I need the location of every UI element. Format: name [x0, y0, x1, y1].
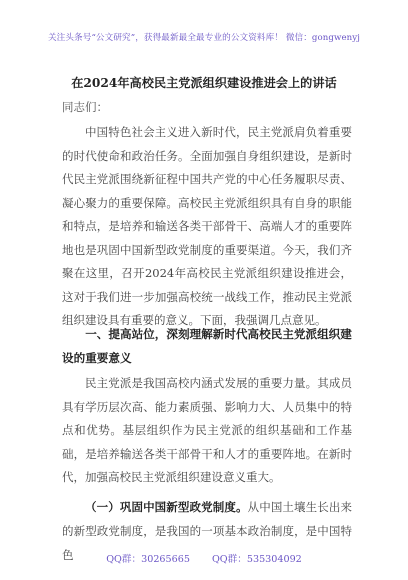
qq-group-2: QQ群：535304092: [211, 554, 302, 565]
paragraph-intro: 中国特色社会主义进入新时代，民主党派肩负着重要的时代使命和政治任务。全面加强自身组织建设，是新时代民主党派围绕新征程中国共产党的中心任务履职尽责、凝心聚力的重要保障。高校民主党派组织具有自身的职能和特点，是培养和输送各类干部骨干、高端人才的重要阵地也是巩固中国新型政党制度的重要渠道。今天，我们齐聚在这里，召开2024年高校民主党派组织建设推进会，这对于我们进一步加强高校统一战线工作，推动民主党派组织建设具有重要的意义。下面，我强调几点意见。: [62, 125, 352, 327]
salutation: 同志们：: [62, 100, 108, 114]
document-title: 在2024年高校民主党派组织建设推进会上的讲话: [71, 76, 337, 90]
qq-group-1: QQ群：30265665: [106, 554, 190, 565]
paragraph-section-1: 民主党派是我国高校内涵式发展的重要力量。其成员具有学历层次高、能力素质强、影响力大、人员集中的特点和优势。基层组织作为民主党派的组织基础和工作基础，是培养输送各类干部骨干和人才的重要阵地。在新时代，加强高校民主党派组织建设意义重大。: [62, 376, 352, 484]
subsection-lead: （一）巩固中国新型政党制度。: [85, 500, 248, 514]
subsection-text: 从中国土壤生长出来的新型政党制度，是我国的一项基本政治制度，是中国特色: [62, 500, 353, 562]
footer-contacts: [0, 551, 408, 565]
section-heading-1: 一、提高站位，深刻理解新时代高校民主党派组织建设的重要意义: [62, 327, 352, 365]
promo-banner: 关注头条号“公文研究”，获得最新最全最专业的公文资料库！ 微信：gongwenyj: [47, 33, 361, 43]
